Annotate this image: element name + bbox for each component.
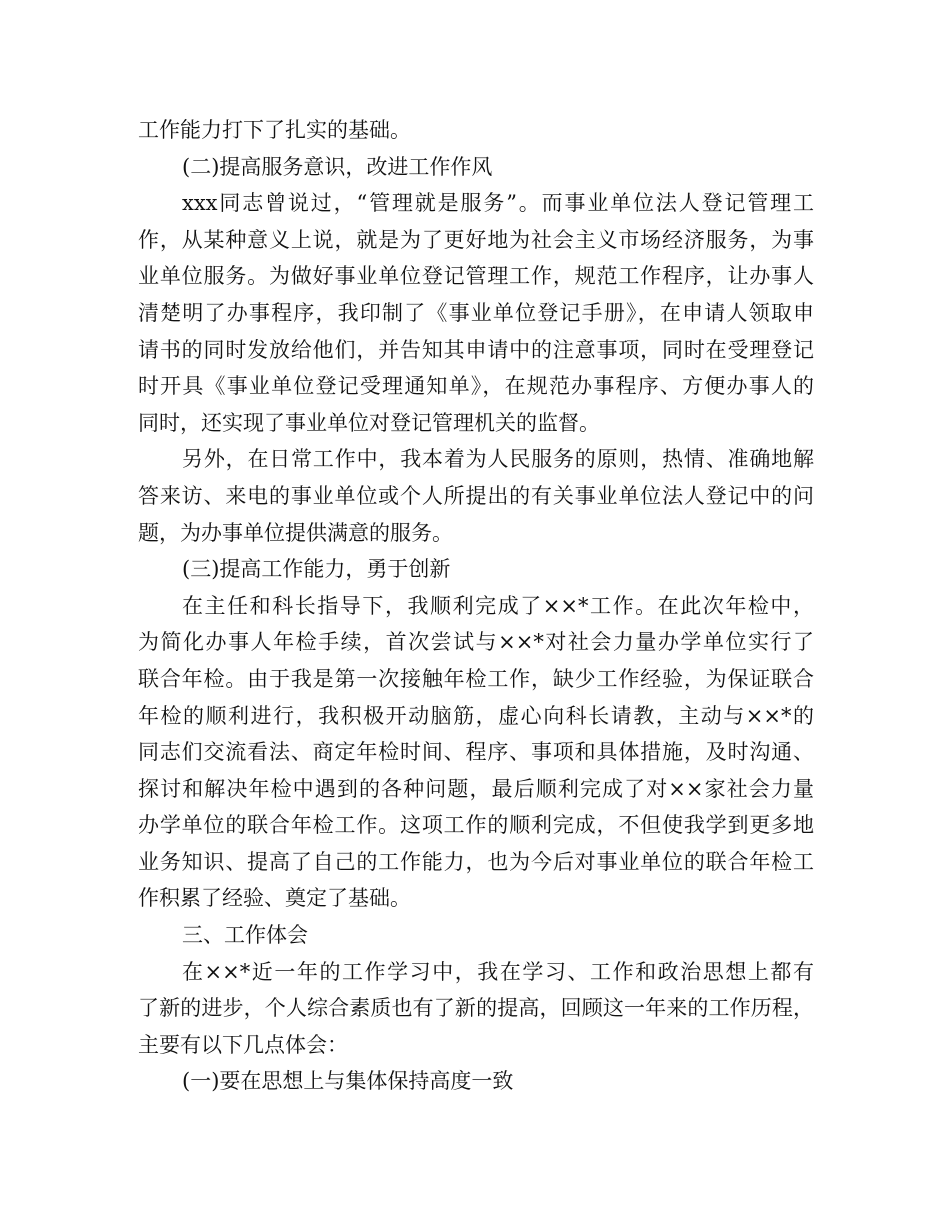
text-line: 联合年检。由于我是第一次接触年检工作，缺少工作经验，为保证联合 [138, 666, 814, 691]
text-line: (三)提高工作能力，勇于创新 [182, 557, 451, 582]
text-line: 作，从某种意义上说，就是为了更好地为社会主义市场经济服务，为事 [138, 227, 814, 252]
text-line: 同时，还实现了事业单位对登记管理机关的监督。 [138, 410, 600, 435]
text-line: 在主任和科长指导下，我顺利完成了××*工作。在此次年检中， [182, 593, 814, 618]
text-line: 答来访、来电的事业单位或个人所提出的有关事业单位法人登记中的问 [138, 483, 814, 508]
text-line: 为简化办事人年检手续，首次尝试与××*对社会力量办学单位实行了 [138, 630, 814, 655]
text-line: 办学单位的联合年检工作。这项工作的顺利完成，不但使我学到更多地 [138, 813, 814, 838]
text-line: 同志们交流看法、商定年检时间、程序、事项和具体措施，及时沟通、 [138, 740, 814, 765]
text-line: 三、工作体会 [182, 923, 308, 948]
text-line: (一)要在思想上与集体保持高度一致 [182, 1069, 514, 1094]
document-body [138, 112, 814, 1100]
text-line: 题，为办事单位提供满意的服务。 [138, 520, 453, 545]
text-line: 探讨和解决年检中遇到的各种问题，最后顺利完成了对××家社会力量 [138, 776, 814, 801]
text-line: (二)提高服务意识，改进工作作风 [182, 154, 493, 179]
text-line: 业务知识、提高了自己的工作能力，也为今后对事业单位的联合年检工 [138, 849, 814, 874]
text-line: 在××*近一年的工作学习中，我在学习、工作和政治思想上都有 [182, 959, 814, 984]
text-line: 时开具《事业单位登记受理通知单》，在规范办事程序、方便办事人的 [138, 374, 814, 399]
text-line: 另外，在日常工作中，我本着为人民服务的原则，热情、准确地解 [182, 447, 814, 472]
text-line: 请书的同时发放给他们，并告知其申请中的注意事项，同时在受理登记 [138, 337, 814, 362]
text-line: 工作能力打下了扎实的基础。 [138, 118, 411, 142]
text-line: 年检的顺利进行，我积极开动脑筋，虚心向科长请教，主动与××*的 [138, 703, 814, 728]
text-line: 了新的进步，个人综合素质也有了新的提高，回顾这一年来的工作历程， [138, 996, 814, 1021]
text-line: 业单位服务。为做好事业单位登记管理工作，规范工作程序，让办事人 [138, 264, 814, 289]
text-line: 作积累了经验、奠定了基础。 [138, 886, 411, 911]
text-line: 清楚明了办事程序，我印制了《事业单位登记手册》，在申请人领取申 [138, 300, 814, 325]
text-line: 主要有以下几点体会： [138, 1032, 348, 1057]
text-line: xxx同志曾说过，“管理就是服务”。而事业单位法人登记管理工 [182, 191, 814, 216]
